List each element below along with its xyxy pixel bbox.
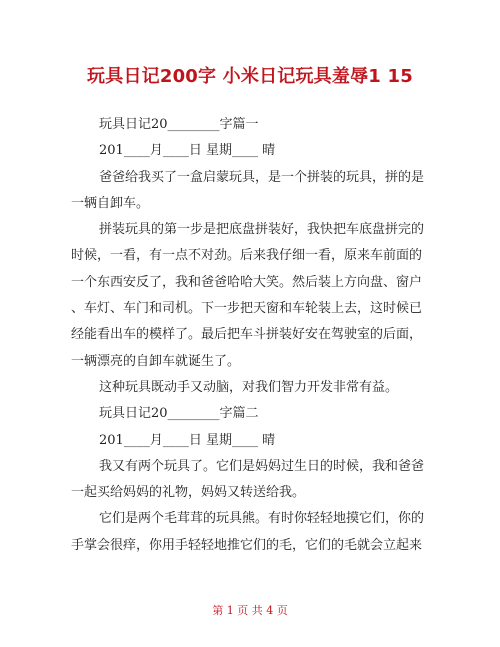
body-line: 我又有两个玩具了。它们是妈妈过生日的时候，我和爸爸 <box>99 458 425 474</box>
body-line: 一起买给妈妈的礼物，妈妈又转送给我。 <box>71 485 306 501</box>
body-line: 、车灯、车门和司机。下一步把天窗和车轮装上去，这时候已 <box>71 301 423 317</box>
document-title: 玩具日记200字 小米日记玩具羞辱1 15 <box>87 66 413 87</box>
body-line: 一辆漂亮的自卸车就诞生了。 <box>71 353 241 369</box>
body-line: 它们是两个毛茸茸的玩具熊。有时你轻轻地摸它们，你的 <box>99 511 425 527</box>
body-line: 玩具日记20________字篇二 <box>99 406 259 422</box>
body-line: 201____月____日 星期____ 晴 <box>99 432 276 448</box>
body-line: 一辆自卸车。 <box>71 195 150 211</box>
body-line: 一个东西安反了，我和爸爸哈哈大笑。然后装上方向盘、窗户 <box>71 274 423 290</box>
body-line: 这种玩具既动手又动脑，对我们智力开发非常有益。 <box>99 379 399 395</box>
body-line: 拼装玩具的第一步是把底盘拼装好，我快把车底盘拼完的 <box>99 222 425 238</box>
body-line: 经能看出车的模样了。最后把车斗拼装好安在驾驶室的后面， <box>71 327 423 343</box>
body-line: 时候，一看，有一点不对劲。后来我仔细一看，原来车前面的 <box>71 248 423 264</box>
body-line: 201____月____日 星期____ 晴 <box>99 143 276 159</box>
page-footer: 第 1 页 共 4 页 <box>212 604 288 617</box>
body-line: 爸爸给我买了一盒启蒙玩具，是一个拼装的玩具，拼的是 <box>99 169 425 185</box>
document-body <box>71 112 431 559</box>
body-line: 玩具日记20________字篇一 <box>99 117 259 132</box>
body-line: 手掌会很痒，你用手轻轻地推它们的毛，它们的毛就会立起来 <box>71 537 423 553</box>
